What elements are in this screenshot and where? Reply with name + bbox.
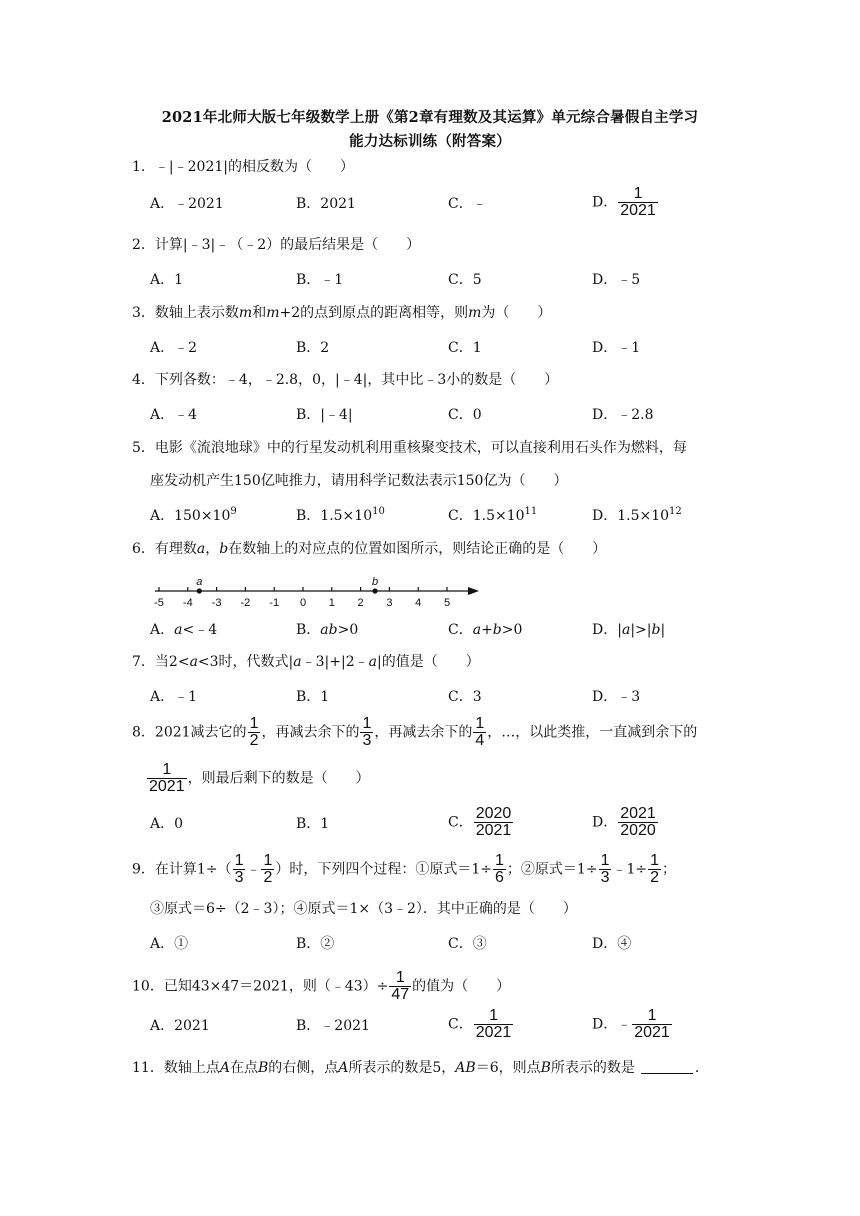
q7-option-d[interactable]: D．﹣3 [592,689,641,705]
fraction: $\frac{1}{47}$ [391,969,410,1003]
q5-option-d[interactable]: D．$1.5\times 10^{12}$ [592,506,682,524]
q7-option-c[interactable]: C．3 [448,689,482,705]
axis-tick-label: -2 [240,597,251,609]
question-11: 11．数轴上点A在点B的右侧，点A所表示的数是5，AB＝6，则点B所表示的数是 ． [132,1060,709,1076]
answer-blank[interactable] [641,1059,693,1074]
fraction: $\frac{1}{3}$ [600,852,610,886]
axis-tick-label: -5 [154,597,164,609]
q6-option-b[interactable]: B．ab>0 [296,622,359,638]
q9-option-d[interactable]: D．④ [592,936,632,952]
fraction: $\frac{2021}{2020}$ [620,805,656,839]
fraction: $\frac{1}{2}$ [249,715,259,749]
axis-tick-label: 2 [357,597,364,609]
q9-option-b[interactable]: B．② [296,936,335,952]
q8-option-b[interactable]: B．1 [296,816,330,832]
q3-option-c[interactable]: C．1 [448,340,482,356]
question-3: 3．数轴上表示数m和m+2的点到原点的距离相等，则m为（ ） [132,305,552,321]
axis-tick-label: 3 [386,597,393,609]
q5-option-a[interactable]: A．$150\times 10^9$ [150,506,237,524]
fraction: $\frac{2020}{2021}$ [475,805,512,839]
q5-option-c[interactable]: C．$1.5\times 10^{11}$ [448,506,538,524]
question-8-line-1: 8．2021减去它的 $\frac{1}{2}$ ，再减去余下的 $\frac{1}{3}$ ，再减去余下的 $\frac{1}{4}$ ，…，以此类推，一直减到余下的 [132,715,698,749]
question-7: 7．当2<a<3时，代数式|a﹣3|+|2﹣a|的值是（ ） [132,654,480,670]
q7-option-a[interactable]: A．﹣1 [150,689,198,705]
q8-option-d[interactable]: D． $\frac{2021}{2020}$ [592,805,656,839]
fraction: $\frac{1}{2021}$ [634,1007,670,1041]
question-9-line-1: 9．在计算1÷（ $\frac{1}{3}$ ﹣ $\frac{1}{2}$ ）时，下列四个过程：①原式＝1÷ $\frac{1}{6}$ ；②原式＝1÷ $\frac{1}{3}$ ﹣1÷ $\frac{1}{2}$ ； [132,852,677,886]
q6-option-d[interactable]: D．|a|>|b| [592,622,666,638]
fraction: $\frac{1}{3}$ [234,852,244,886]
fraction: $\frac{1}{2}$ [263,852,273,886]
q10-option-a[interactable]: A．2021 [150,1018,210,1034]
fraction: $\frac{1}{2021}$ [149,761,185,795]
q2-option-d[interactable]: D．﹣5 [592,272,641,288]
q3-option-d[interactable]: D．﹣1 [592,340,641,356]
q2-option-c[interactable]: C．5 [448,272,482,288]
axis-tick-label: 1 [328,597,335,609]
q8-option-c[interactable]: C． $\frac{2020}{2021}$ [448,805,512,839]
q1-option-b[interactable]: B．2021 [296,196,356,212]
q10-option-c[interactable]: C． $\frac{1}{2021}$ [448,1007,512,1041]
axis-tick-label: 4 [415,597,422,609]
question-6: 6．有理数a，b在数轴上的对应点的位置如图所示，则结论正确的是（ ） [132,541,607,557]
fraction: $\frac{1}{2021}$ [475,1007,512,1041]
q1-option-d[interactable]: D． $\frac{1}{2021}$ [592,185,656,219]
q4-option-b[interactable]: B．|﹣4| [296,407,353,423]
fraction: $\frac{1}{2}$ [650,852,660,886]
question-10: 10．已知43×47＝2021，则（﹣43）÷ $\frac{1}{47}$ 的值为（ ） [132,969,511,1003]
title-line-1: 2021年北师大版七年级数学上册《第2章有理数及其运算》单元综合暑假自主学习 [161,109,699,126]
point-a-label: a [196,576,203,588]
q2-option-a[interactable]: A．1 [150,272,184,288]
question-5-line-1: 5．电影《流浪地球》中的行星发动机利用重核聚变技术，可以直接利用石头作为燃料，每 [132,440,687,456]
title-line-2: 能力达标训练（附答案） [349,133,511,150]
fraction: $\frac{1}{2021}$ [620,185,656,219]
question-4: 4．下列各数：﹣4，﹣2.8，0，|﹣4|，其中比﹣3小的数是（ ） [132,372,559,388]
q1-option-a[interactable]: A．﹣2021 [150,196,224,212]
axis-tick-label: -1 [269,597,280,609]
q6-option-c[interactable]: C．a+b>0 [448,622,523,638]
fraction: $\frac{1}{4}$ [475,715,485,749]
q5-option-b[interactable]: B．$1.5\times 10^{10}$ [296,506,385,524]
q6-option-a[interactable]: A．a<﹣4 [150,622,218,638]
question-2: 2．计算|﹣3|﹣（﹣2）的最后结果是（ ） [132,237,421,253]
q10-option-b[interactable]: B．﹣2021 [296,1018,370,1034]
q8-option-a[interactable]: A．0 [150,816,184,832]
q3-option-b[interactable]: B．2 [296,340,330,356]
point-a-dot [197,588,202,593]
axis-tick-label: -3 [211,597,222,609]
axis-tick-label: 0 [299,597,307,609]
point-b-dot [372,588,377,593]
axis-tick-label: 5 [443,597,451,609]
q4-option-c[interactable]: C．0 [448,407,482,423]
q9-option-c[interactable]: C．③ [448,936,487,952]
fraction: $\frac{1}{6}$ [495,852,504,886]
fraction: $\frac{1}{3}$ [362,715,372,749]
question-5-line-2: 座发动机产生150亿吨推力，请用科学记数法表示150亿为（ ） [150,473,568,489]
axis-arrow [468,587,479,595]
q4-option-a[interactable]: A．﹣4 [150,407,198,423]
axis-tick-label: -4 [182,597,193,609]
q4-option-d[interactable]: D．﹣2.8 [592,407,654,423]
question-1: 1．﹣|﹣2021|的相反数为（ ） [132,159,354,175]
q7-option-b[interactable]: B．1 [296,689,330,705]
question-9-line-2: ③原式＝6÷（2﹣3）；④原式＝1×（3﹣2）．其中正确的是（ ） [150,901,577,917]
number-line-figure [145,569,485,615]
question-8-line-2: $\frac{1}{2021}$ ，则最后剩下的数是（ ） [149,761,370,795]
q2-option-b[interactable]: B．﹣1 [296,272,344,288]
point-b-label: b [371,576,379,588]
q3-option-a[interactable]: A．﹣2 [150,340,198,356]
q9-option-a[interactable]: A．① [150,936,189,952]
q1-option-c[interactable]: C．﹣ [448,196,487,212]
q10-option-d[interactable]: D．﹣ $\frac{1}{2021}$ [592,1007,670,1041]
